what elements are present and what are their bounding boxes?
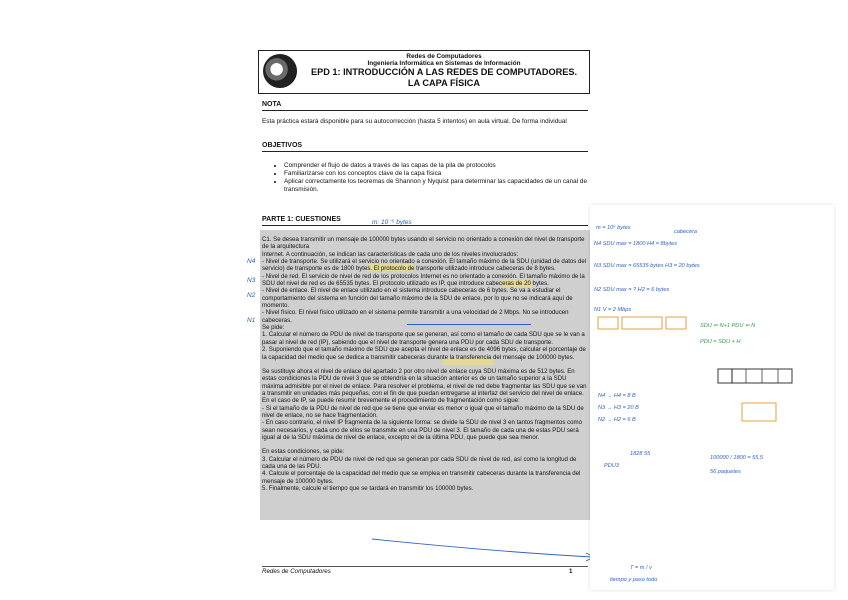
annotation-n3: N3: [247, 277, 256, 284]
annotation-top: m: 10⁻⁵ bytes: [372, 219, 412, 226]
note-line: m = 10⁵ bytes: [596, 225, 631, 231]
c1-line: - En caso contrario, el nivel IP fragmenta de la siguiente forma: se divide la SDU de nivel 3 en tantos fragmentos como sean necesarios, y cada uno de ellos se transmite en una PDU de nivel 3. El tamaño de cada una de estas PDU será igual al de la SDU máxima de nivel de enlace, excepto el de la última PDU, que puede que sea menor.: [262, 419, 584, 441]
c1-line: Se sustituye ahora el nivel de enlace del apartado 2 por otro nivel de enlace cuya SDU máxima es de 512 bytes. En estas condiciones la PDU de nivel 3 que se obtendría en la situación anterior es de un tamaño superior a la SDU máxima admisible por el nivel de enlace. Para resolver el problema, el nivel de red debe fragmentar las SDU que se van a transmitir en unidades más pequeñas, con el fin de que puedan entregarse al interfaz del servicio del nivel de enlace. En el caso de IP, se puede resumir brevemente el procedimiento de fragmentación como sigue:: [262, 367, 589, 405]
footer-page-number: 1: [569, 568, 573, 575]
objetivo-item: • Familiarizarse con los conceptos clave de la capa física: [284, 170, 598, 178]
c1-line: 5. Finalmente, calcule el tiempo que se tardará en transmitir los 100000 bytes.: [262, 485, 474, 492]
annotation-n4: N4: [247, 258, 256, 265]
note-line: N3 SDU max = 65535 bytes H3 = 20 bytes: [594, 263, 700, 269]
course-name: Redes de Computadores: [406, 53, 482, 60]
objetivo-item: • Comprender el flujo de datos a través de las capas de la pila de protocolos: [284, 162, 598, 170]
parte1-heading: PARTE 1: CUESTIONES: [262, 216, 341, 223]
c1-line: Internet. A continuación, se indican las características de cada uno de los niveles involucrados:: [262, 250, 519, 258]
c1-line: 1. Calcular el número de PDU de nivel de transporte que se generan, así como el tamaño de cada SDU que se le van a pasar al nivel de red (IP), sabiendo que el nivel de transporte genera una PDU por cada SDU de transporte.: [262, 331, 587, 346]
c1-line: 3. Calcular el número de PDU de nivel de red que se generan por cada SDU de nivel de red, así como la longitud de cada una de las PDU.: [262, 455, 579, 470]
nota-heading: NOTA: [262, 101, 282, 108]
note-line: PDU3: [604, 463, 619, 469]
note-line: T = m / v: [630, 565, 652, 571]
footer-rule: [262, 566, 588, 567]
orange-box-icon: [740, 401, 780, 425]
note-line: 100000 / 1800 = 55,5: [710, 455, 764, 461]
objetivos-heading: OBJETIVOS: [262, 142, 303, 149]
c1-line: - Nivel de transporte. Se utilizará el servicio no orientado a conexión. El tamaño máximo de la SDU (unidad de datos del servicio) de transporte es de 1800 bytes. El protocolo de transporte utilizado introduce cabeceras de 8 bytes.: [262, 258, 588, 273]
note-line: 1828 55: [630, 451, 651, 457]
c1-line: Se pide:: [262, 324, 285, 332]
document-subtitle: LA CAPA FÍSICA: [407, 78, 481, 88]
note-line: 56 paquetes: [710, 469, 741, 475]
degree-name: Ingeniería Informática en Sistemas de Información: [367, 60, 521, 67]
objetivos-list: [274, 162, 598, 194]
c1-line: En estas condiciones, se pide:: [262, 448, 345, 456]
segment-diagram-icon: [716, 363, 806, 393]
document-header: [258, 50, 590, 94]
note-line: tiempo y paso todo: [610, 577, 658, 583]
handwritten-notes-sheet: [590, 205, 834, 590]
note-line: N1 V = 2 Mbps: [594, 307, 632, 313]
parte1-rule: [262, 225, 588, 226]
objetivo-item: • Aplicar correctamente los teoremas de Shannon y Nyquist para determinar las capacidades de un canal de transmisión.: [284, 178, 598, 194]
c1-line: C1. Se desea transmitir un mensaje de 100000 bytes usando el servicio no orientado a conexión del nivel de transporte de la arquitectura: [262, 236, 587, 251]
c1-line: - Nivel de enlace. El nivel de enlace utilizado en el sistema introduce cabeceras de 6 bytes. Se va a estudiar el comportamiento del sistema en función del tamaño máximo de la SDU de enlace, por lo que no se indicará aquí de momento.: [262, 287, 575, 310]
c1-line: - Nivel físico. El nivel físico utilizado en el sistema permite transmitir a una velocidad de 2 Mbps. No se introducen cabeceras.: [262, 309, 571, 324]
pen-arrow-icon: [370, 535, 600, 565]
pdu-diagram-icon: [596, 313, 692, 343]
note-line: cabecera: [674, 229, 698, 235]
nota-rule: [262, 110, 588, 111]
note-line: N4 SDU max = 1800 H4 = 8bytes: [594, 241, 678, 247]
footer-course: Redes de Computadores: [262, 568, 331, 575]
note-line: N2 SDU max = ? H2 = 6 bytes: [594, 287, 670, 293]
university-logo-icon: [263, 54, 297, 88]
note-line: SDU ⇐ N+1 PDU ⇐ N: [700, 323, 756, 329]
c1-line: 2. Suponiendo que el tamaño máximo de SDU que acepta el nivel de enlace es de 4096 bytes, calcular el porcentaje de la capacidad del medio que se dedica a transmitir cabeceras durante la transferencia del mensaje de 100000 bytes.: [262, 346, 588, 361]
note-line: N2 → H2 = 6 B: [598, 417, 636, 423]
header-text: [303, 53, 585, 89]
question-c1: [262, 236, 588, 492]
note-line: N4 → H4 = 8 B: [598, 393, 636, 399]
note-line: PDU = SDU + H: [700, 339, 741, 345]
c1-line: - Si el tamaño de la PDU de nivel de red que se tiene que enviar es menor o igual que el tamaño máximo de la SDU de nivel de enlace, no se hace fragmentación.: [262, 404, 586, 419]
note-line: N3 → H3 = 20 B: [598, 405, 639, 411]
c1-line: 4. Calcule el porcentaje de la capacidad del medio que se emplea en transmitir cabeceras durante la transferencia del mensaje de 100000 bytes.: [262, 470, 583, 485]
annotation-n2: N2: [247, 292, 256, 299]
objetivos-rule: [262, 151, 588, 152]
annotation-n1: N1: [247, 317, 256, 324]
c1-line: - Nivel de red. El servicio de nivel de red de los protocolos Internet es no orientado a conexión. El tamaño máximo de la SDU del nivel de red es de 65535 bytes. El protocolo utilizado es IP, que introduce cabeceras de 20 bytes.: [262, 272, 587, 288]
nota-text: Esta práctica estará disponible para su autocorrección (hasta 5 intentos) en aula virtual. De forma individual: [262, 118, 567, 125]
document-title: EPD 1: INTRODUCCIÓN A LAS REDES DE COMPUTADORES.: [310, 67, 578, 77]
